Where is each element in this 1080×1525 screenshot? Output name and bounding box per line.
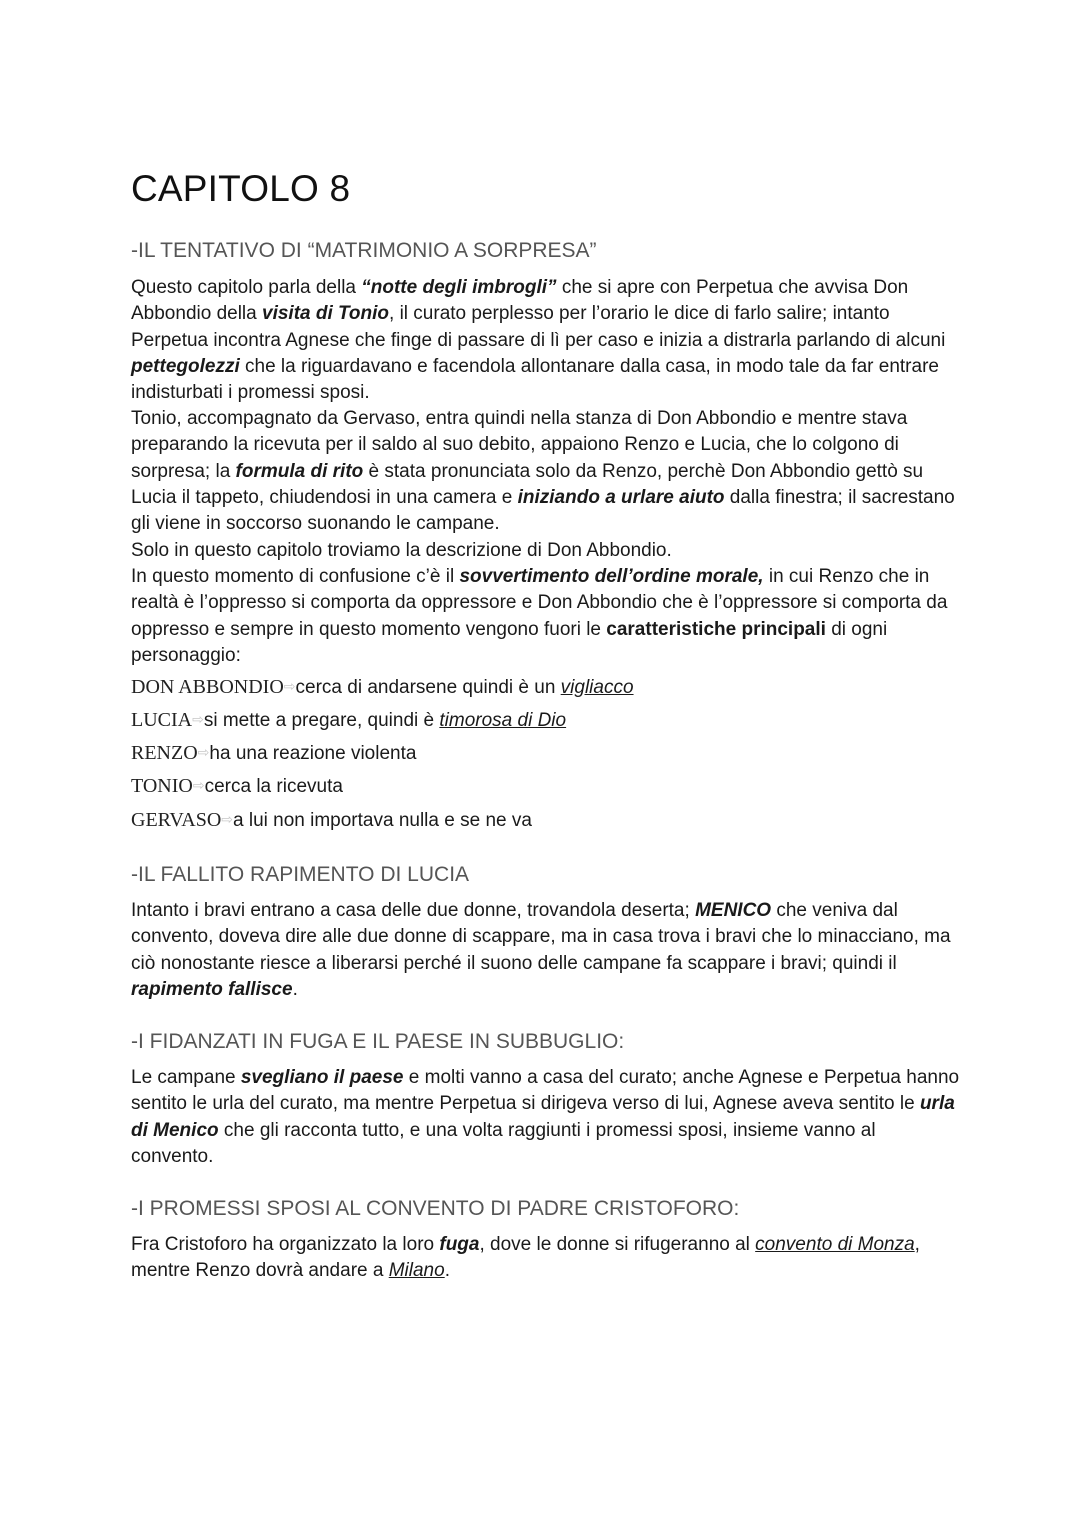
arrow-icon: ⇨ (192, 777, 205, 793)
character-name: DON ABBONDIO (131, 676, 284, 698)
emphasis: MENICO (695, 900, 772, 921)
section-heading-convento: -I PROMESSI SPOSI AL CONVENTO DI PADRE CRISTOFORO: (131, 1197, 740, 1220)
character-line-gervaso (131, 809, 532, 832)
underlined-text: convento di Monza (755, 1234, 915, 1255)
character-line-renzo (131, 742, 416, 765)
emphasis: formula di rito (235, 460, 364, 482)
text: e molti vanno a casa del curato; anche Agnese e Perpetua hanno sentito le urla del curato, ma mentre Perpetua si dirigeva verso di lui, Agnese aveva sentito le (131, 1067, 960, 1115)
emphasis: urla di Menico (131, 1093, 955, 1141)
arrow-icon: ⇨ (221, 811, 234, 827)
text: , mentre Renzo dovrà andare a (131, 1234, 920, 1282)
text: In questo momento di confusione c’è il (131, 566, 460, 587)
emphasis: rapimento fallisce (131, 978, 293, 1000)
arrow-icon: ⇨ (197, 744, 210, 760)
text: che la riguardavano e facendola allontanare dalla casa, in modo tale da far entrare indisturbati i promessi sposi. (131, 355, 939, 404)
page-title: CAPITOLO 8 (131, 168, 351, 209)
underlined-text: Milano (388, 1260, 445, 1282)
paragraph-cristoforo (131, 1232, 961, 1285)
section-heading-matrimonio: -IL TENTATIVO DI “MATRIMONIO A SORPRESA” (131, 239, 597, 262)
arrow-icon: ⇨ (283, 678, 296, 694)
paragraph-descrizione: Solo in questo capitolo troviamo la descrizione di Don Abbondio. (131, 540, 672, 561)
arrow-icon: ⇨ (192, 711, 204, 727)
emphasis: iniziando a urlare aiuto (517, 486, 725, 508)
emphasis: pettegolezzi (131, 355, 240, 377)
emphasis: “notte degli imbrogli” (361, 277, 557, 298)
text: che gli racconta tutto, e una volta raggiunti i promessi sposi, insieme vanno al convento. (131, 1119, 876, 1167)
paragraph-menico (131, 898, 961, 1003)
character-trait-underlined: timorosa di Dio (439, 710, 567, 731)
emphasis: caratteristiche principali (606, 618, 826, 640)
text: Intanto i bravi entrano a casa delle due donne, trovandola deserta; (131, 900, 696, 921)
paragraph-campane (131, 1065, 961, 1170)
text: . (444, 1260, 450, 1282)
text: è stata pronunciata solo da Renzo, perchè Don Abbondio gettò su Lucia il tappeto, chiudendosi in una camera e (131, 460, 924, 508)
character-trait: si mette a pregare, quindi è (203, 710, 440, 731)
character-trait-underlined: vigliacco (560, 677, 634, 698)
text: Questo capitolo parla della (131, 277, 362, 298)
section-heading-fuga: -I FIDANZATI IN FUGA E IL PAESE IN SUBBUGLIO: (131, 1030, 625, 1053)
text: Le campane (131, 1067, 241, 1088)
paragraph-notte-imbrogli (131, 275, 961, 406)
character-name: TONIO (131, 775, 193, 797)
text: in cui Renzo che in realtà è l’oppresso si comporta da oppressore e Don Abbondio che è l’oppressore si comporta da oppresso e sempre in questo momento vengono fuori le (131, 566, 948, 640)
character-trait: ha una reazione violenta (209, 743, 417, 764)
emphasis: svegliano il paese (240, 1067, 404, 1088)
emphasis: visita di Tonio (262, 303, 390, 325)
character-line-lucia (131, 709, 566, 732)
paragraph-tonio-gervaso (131, 406, 961, 537)
character-trait: cerca di andarsene quindi è un (295, 677, 561, 698)
character-name: LUCIA (131, 709, 193, 731)
text: Tonio, accompagnato da Gervaso, entra quindi nella stanza di Don Abbondio e mentre stava preparando la ricevuta per il saldo al suo debito, appaiono Renzo e Lucia, che lo colgono di sorpresa; la (131, 408, 908, 482)
emphasis: fuga (439, 1234, 480, 1255)
paragraph-sovvertimento (131, 564, 961, 669)
text: dalla finestra; il sacrestano gli viene in soccorso suonando le campane. (131, 486, 955, 535)
section-heading-rapimento: -IL FALLITO RAPIMENTO DI LUCIA (131, 863, 470, 886)
text: Fra Cristoforo ha organizzato la loro (131, 1234, 440, 1255)
character-name: GERVASO (131, 809, 222, 831)
character-trait: a lui non importava nulla e se ne va (233, 810, 532, 831)
character-trait: cerca la ricevuta (204, 776, 343, 797)
character-line-tonio (131, 775, 343, 798)
character-name: RENZO (131, 742, 198, 764)
text: che veniva dal convento, doveva dire alle due donne di scappare, ma in casa trova i bravi che lo minacciano, ma ciò nonostante riesce a liberarsi perché il suono delle campane fa scappare i bravi; quindi il (131, 900, 951, 974)
character-line-don-abbondio (131, 676, 634, 699)
text: , il curato perplesso per l’orario le dice di farlo salire; intanto Perpetua incontra Agnese che finge di passare di lì per caso e inizia a distrarla parlando di alcuni (131, 303, 946, 351)
text: . (292, 978, 298, 1000)
emphasis: sovvertimento dell’ordine morale, (459, 566, 764, 587)
text: di ogni personaggio: (131, 618, 888, 666)
text: che si apre con Perpetua che avvisa Don Abbondio della (131, 277, 909, 325)
text: , dove le donne si rifugeranno al (479, 1234, 756, 1255)
